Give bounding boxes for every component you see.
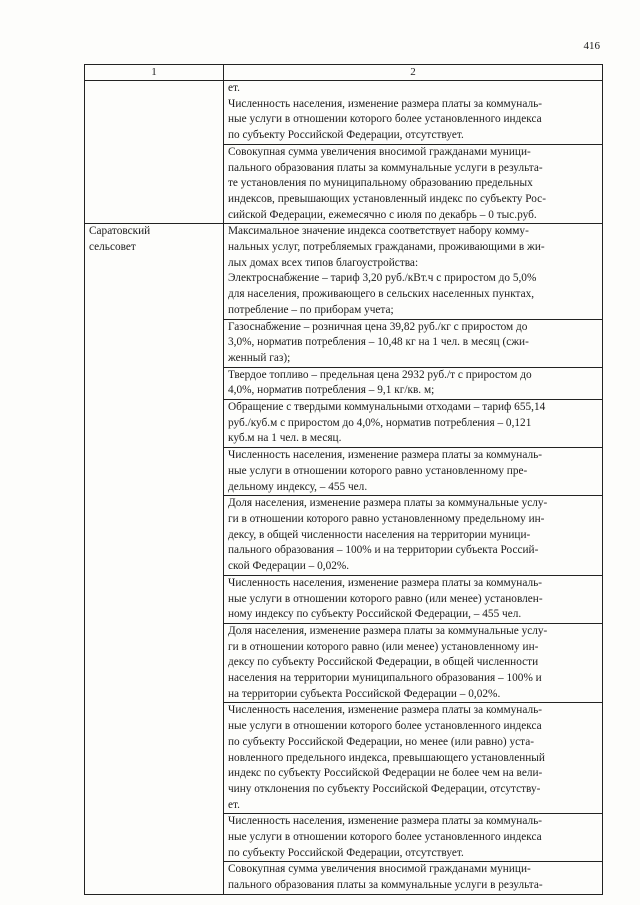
document-table [84,64,603,895]
header-row [85,65,603,81]
text-line: по субъекту Российской Федерации, отсутствует. [228,846,464,859]
text-line: дексу по субъекту Российской Федерации, в общей численности [228,656,539,669]
text-line: те установления по муниципальному образованию предельных [228,177,533,190]
text-line: Твердое топливо – предельная цена 2932 руб./т с приростом до [228,368,532,381]
text-line: для населения, проживающего в сельских населенных пунктах, [228,288,535,301]
text-line: новленного предельного индекса, превышающего установленный [228,751,545,764]
municipality-name-line: Саратовский [89,225,151,238]
paragraph [224,495,602,575]
text-line: Доля населения, изменение размера платы за коммунальные услу- [228,624,548,637]
text-line: индексов, превышающих установленный индекс по субъекту Рос- [228,192,546,205]
header-col-2: 2 [224,65,603,81]
text-line: Электроснабжение – тариф 3,20 руб./кВт.ч с приростом до 5,0% [228,272,537,285]
text-line: ет. [228,798,240,811]
text-line: пального образования платы за коммунальные услуги в результа- [228,161,543,174]
text-line: куб.м на 1 чел. в месяц. [228,432,342,445]
text-line: 4,0%, норматив потребления – 9,1 кг/кв. м; [228,384,435,397]
paragraph [224,367,602,399]
text-line: ные услуги в отношении которого более установленного индекса [228,831,542,844]
paragraph [224,861,602,893]
text-line: ской Федерации – 0,02%. [228,560,350,573]
municipality-cell [85,224,224,895]
text-line: дексу, в общей численности населения на территории муници- [228,528,531,541]
text-line: женный газ); [228,351,291,364]
text-line: Численность населения, изменение размера платы за коммуналь- [228,97,542,110]
text-line: ги в отношении которого равно (или менее) установленному ин- [228,640,539,653]
text-line: Численность населения, изменение размера платы за коммуналь- [228,576,542,589]
paragraph [224,813,602,861]
text-line: пального образования – 100% и на территории субъекта Россий- [228,544,539,557]
page-number: 416 [583,40,600,52]
paragraph [224,702,602,813]
text-line: ные услуги в отношении которого равно (или менее) установлен- [228,592,543,605]
text-line: 3,0%, норматив потребления – 10,48 кг на 1 чел. в месяц (сжи- [228,336,529,349]
text-line: Газоснабжение – розничная цена 39,82 руб./кг с приростом до [228,320,528,333]
text-line: по субъекту Российской Федерации, отсутствует. [228,129,464,142]
header-col-1: 1 [85,65,224,81]
text-line: пального образования платы за коммунальные услуги в результа- [228,879,543,892]
paragraph [224,81,602,144]
description-cell [224,224,603,895]
text-line: чину отклонения по субъекту Российской Федерации, отсутству- [228,782,541,795]
paragraph [224,399,602,447]
text-line: потребление – по приборам учета; [228,303,394,316]
description-cell [224,81,603,224]
text-line: руб./куб.м с приростом до 4,0%, норматив потребления – 0,121 [228,416,532,429]
table-row [85,81,603,224]
paragraph [224,224,602,318]
municipality-name-line: сельсовет [89,241,136,254]
text-line: дельному индексу, – 455 чел. [228,480,368,493]
text-line: Численность населения, изменение размера платы за коммуналь- [228,704,542,717]
text-line: ному индексу по субъекту Российской Федерации, – 455 чел. [228,608,522,621]
text-line: по субъекту Российской Федерации, но менее (или равно) уста- [228,735,534,748]
paragraph [224,575,602,623]
text-line: ные услуги в отношении которого более установленного индекса [228,113,542,126]
text-line: ет. [228,82,240,94]
paragraph [224,447,602,495]
text-line: Численность населения, изменение размера платы за коммуналь- [228,815,542,828]
text-line: Численность населения, изменение размера платы за коммуналь- [228,449,542,462]
text-line: Обращение с твердыми коммунальными отходами – тариф 655,14 [228,401,546,414]
text-line: нальных услуг, потребляемых гражданами, проживающими в жи- [228,241,545,254]
text-line: на территории субъекта Российской Федерации – 0,02%. [228,687,501,700]
text-line: индекс по субъекту Российской Федерации не более чем на вели- [228,767,543,780]
text-line: лых домах всех типов благоустройства: [228,256,419,269]
table-row [85,224,603,895]
text-line: ные услуги в отношении которого равно установленному пре- [228,464,528,477]
text-line: ные услуги в отношении которого более установленного индекса [228,720,542,733]
text-line: сийской Федерации, ежемесячно с июля по декабрь – 0 тыс.руб. [228,208,537,221]
text-line: Максимальное значение индекса соответствует набору комму- [228,225,529,238]
text-line: ги в отношении которого равно установленному предельному ин- [228,512,545,525]
text-line: Совокупная сумма увеличения вносимой гражданами муници- [228,863,531,876]
text-line: Доля населения, изменение размера платы за коммунальные услу- [228,497,548,510]
text-line: населения на территории муниципального образования – 100% и [228,672,542,685]
paragraph [224,623,602,703]
paragraph [224,144,602,224]
municipality-cell [85,81,224,224]
text-line: Совокупная сумма увеличения вносимой гражданами муници- [228,145,531,158]
paragraph [224,319,602,367]
